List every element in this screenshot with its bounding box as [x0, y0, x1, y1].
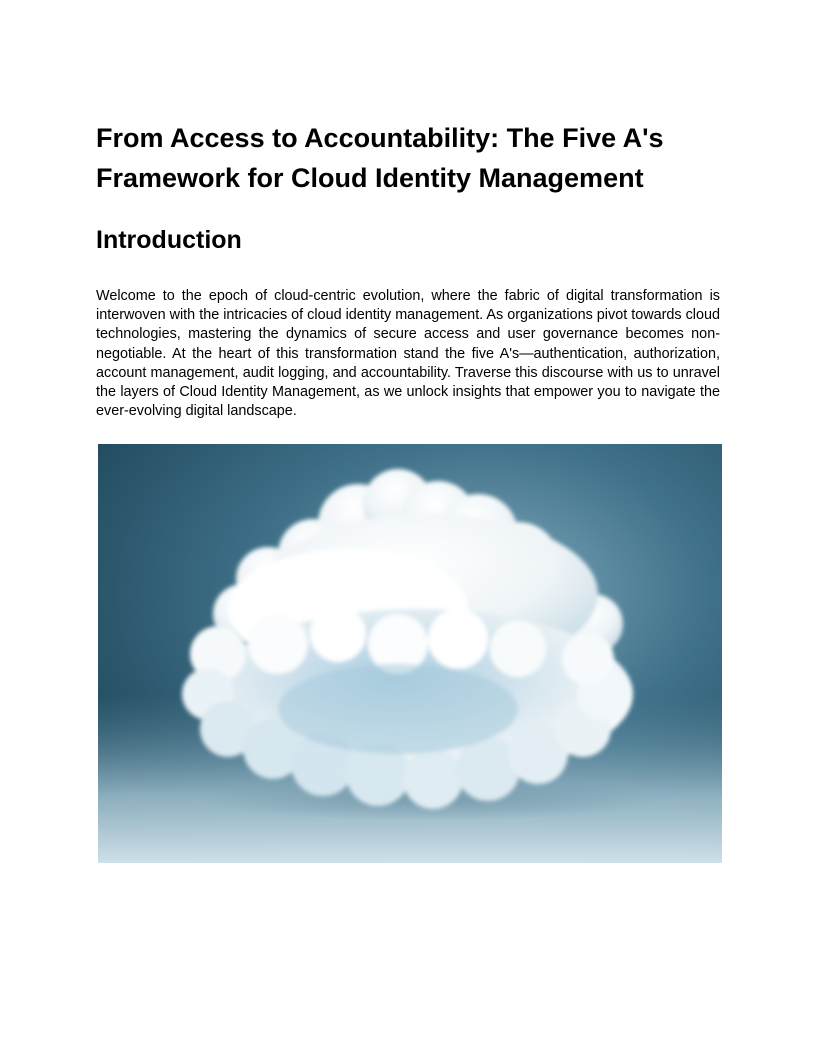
cloud-image [98, 444, 722, 863]
section-heading-introduction: Introduction [96, 226, 242, 254]
introduction-paragraph: Welcome to the epoch of cloud-centric evolution, where the fabric of digital transformation is interwoven with the intricacies of cloud identity management. As organizations pivot towards cloud technologies, mastering the dynamics of secure access and user governance becomes non-negotiable. At the heart of this transformation stand the five A's—authentication, authorization, account management, audit logging, and accountability. Traverse this discourse with us to unravel the layers of Cloud Identity Management, as we unlock insights that empower you to navigate the ever-evolving digital landscape. [96, 288, 720, 420]
cloud-illustration [98, 444, 722, 863]
document-title: From Access to Accountability: The Five A's Framework for Cloud Identity Management [96, 123, 664, 193]
